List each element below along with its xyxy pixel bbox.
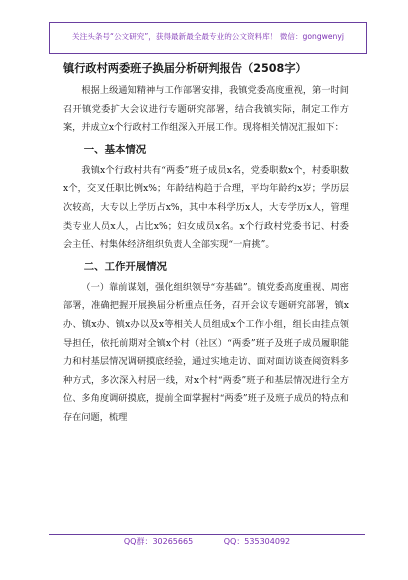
document-body: [63, 82, 349, 428]
header-banner-text: 关注头条号“公文研究”，获得最新最全最专业的公文资料库！ 微信：gongwenyj: [72, 32, 344, 41]
intro-paragraph: 根据上级通知精神与工作部署安排，我镇党委高度重视，第一时间召开镇党委扩大会议进行专题研究部署，结合我镇实际，制定工作方案，并成立x个行政村工作组深入开展工作。现将相关情况汇报如下：: [63, 85, 349, 134]
basic-info-paragraph: 我镇x个行政村共有“两委”班子成员x名，党委职数x个，村委职数x个，交叉任职比例x%；年龄结构趋于合理，平均年龄约x岁；学历层次较高，大专以上学历占x%，其中本科学历x人，大专学历x人，管理类专业人员x人，占比x%；妇女成员x名。x个行政村党委书记、村委会主任、村集体经济组织负责人全部实现“一肩挑”。: [63, 164, 349, 251]
footer-qq-group: QQ群：30265665: [123, 537, 194, 546]
footer-contact: [49, 534, 365, 549]
footer-qq: QQ：535304092: [223, 537, 291, 546]
document-title: 镇行政村两委班子换届分析研判报告（2508字）: [63, 62, 307, 75]
header-banner: [49, 22, 367, 54]
work-paragraph: （一）靠前谋划，强化组织领导“夯基础”。镇党委高度重视、周密部署，准确把握开展换届分析重点任务，召开会议专题研究部署，镇x办、镇x办、镇x办以及x等相关人员组成x个工作小组，组长由挂点领导担任，依托前期对全镇x个村（社区）“两委”班子及班子成员履职能力和村基层情况调研摸底经验，通过实地走访、面对面访谈查阅资料多种方式，多次深入村居一线，对x个村“两委”班子和基层情况进行全方位、多角度调研摸底，提前全面掌握村“两委”班子及班子成员的特点和存在问题，梳理: [63, 281, 349, 423]
section-heading-work: 二、工作开展情况: [83, 260, 167, 273]
section-heading-basic: 一、基本情况: [83, 143, 147, 156]
